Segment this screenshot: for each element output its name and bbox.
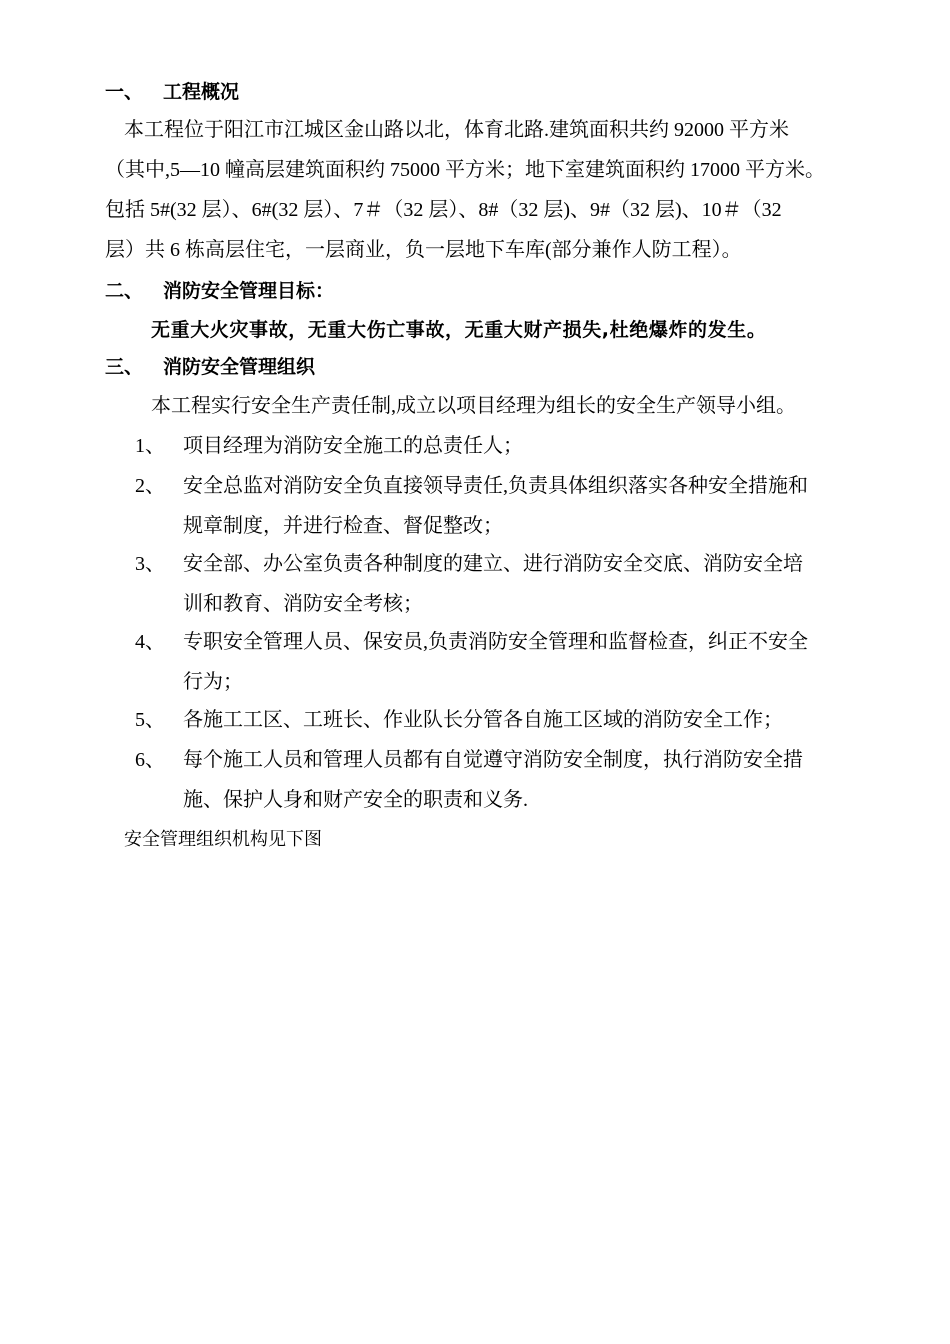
list-item-number: 4、 xyxy=(135,631,165,653)
list-item xyxy=(135,747,895,773)
list-item-number: 6、 xyxy=(135,749,165,771)
section-title: 消防安全管理组织 xyxy=(163,356,316,378)
section-title: 工程概况 xyxy=(163,81,240,103)
section-heading-goal xyxy=(105,279,505,303)
list-item-continuation: 行为； xyxy=(183,671,243,693)
list-item-text: 项目经理为消防安全施工的总责任人； xyxy=(183,435,523,457)
section-heading-organization xyxy=(105,355,505,379)
overview-line: （其中,5—10 幢高层建筑面积约 75000 平方米；地下室建筑面积约 17000 平方米。 xyxy=(105,159,825,181)
section-number: 三、 xyxy=(105,356,144,378)
section-number: 二、 xyxy=(105,280,144,302)
section-number: 一、 xyxy=(105,81,144,103)
list-item-continuation: 规章制度，并进行检查、督促整改； xyxy=(183,515,503,537)
organization-intro: 本工程实行安全生产责任制,成立以项目经理为组长的安全生产领导小组。 xyxy=(151,395,796,417)
list-item-text: 安全总监对消防安全负直接领导责任,负责具体组织落实各种安全措施和 xyxy=(183,475,808,497)
list-item xyxy=(135,629,895,655)
list-item xyxy=(135,473,895,499)
section-heading-overview xyxy=(105,80,405,104)
list-item-number: 2、 xyxy=(135,475,165,497)
list-item-number: 1、 xyxy=(135,435,165,457)
list-item-text: 每个施工人员和管理人员都有自觉遵守消防安全制度，执行消防安全措 xyxy=(183,749,803,771)
list-item xyxy=(135,433,895,459)
list-item-continuation: 施、保护人身和财产安全的职责和义务. xyxy=(183,789,528,811)
org-chart-caption: 安全管理组织机构见下图 xyxy=(124,829,322,849)
goal-statement: 无重大火灾事故，无重大伤亡事故，无重大财产损失,杜绝爆炸的发生。 xyxy=(151,319,767,341)
list-item-text: 专职安全管理人员、保安员,负责消防安全管理和监督检查，纠正不安全 xyxy=(183,631,808,653)
list-item-text: 安全部、办公室负责各种制度的建立、进行消防安全交底、消防安全培 xyxy=(183,553,803,575)
list-item-number: 5、 xyxy=(135,709,165,731)
list-item-text: 各施工工区、工班长、作业队长分管各自施工区域的消防安全工作； xyxy=(183,709,783,731)
overview-line: 层）共 6 栋高层住宅，一层商业，负一层地下车库(部分兼作人防工程）。 xyxy=(105,239,742,261)
list-item-continuation: 训和教育、消防安全考核； xyxy=(183,593,423,615)
overview-line: 包括 5#(32 层）、6#(32 层）、7＃（32 层）、8#（32 层)、9#（32 层)、10＃（32 xyxy=(105,199,782,221)
list-item-number: 3、 xyxy=(135,553,165,575)
list-item xyxy=(135,551,895,577)
overview-line: 本工程位于阳江市江城区金山路以北，体育北路.建筑面积共约 92000 平方米 xyxy=(124,119,789,141)
section-title: 消防安全管理目标： xyxy=(163,280,335,302)
list-item xyxy=(135,707,895,733)
